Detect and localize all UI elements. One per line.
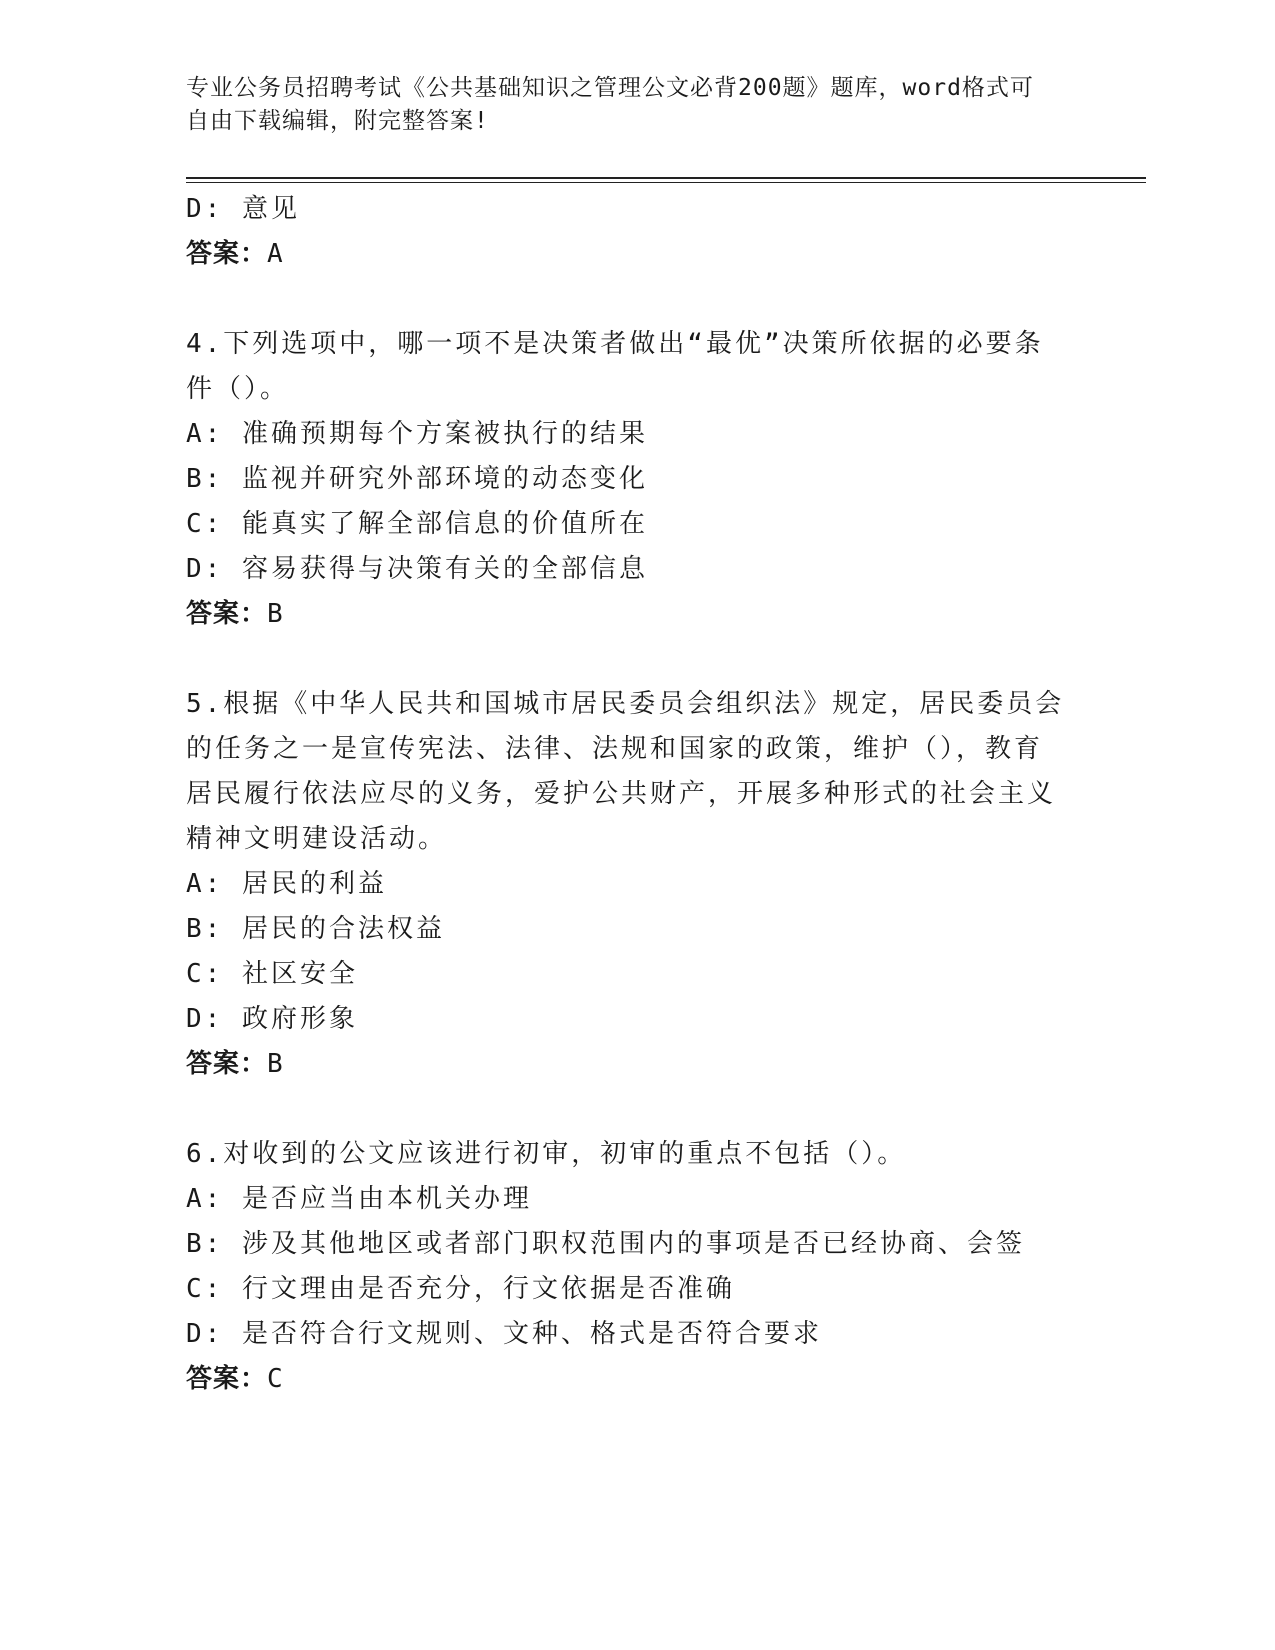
question-spacer bbox=[186, 277, 1066, 322]
question-6-stem bbox=[186, 1132, 1066, 1177]
header-line-1: 专业公务员招聘考试《公共基础知识之管理公文必背200题》题库，word格式可 bbox=[186, 75, 1034, 101]
question-5-stem bbox=[186, 682, 1066, 862]
option-c: C: 社区安全 bbox=[186, 959, 358, 989]
option-a: A: 居民的利益 bbox=[186, 869, 387, 899]
option-b: B: 监视并研究外部环境的动态变化 bbox=[186, 464, 648, 494]
answer-row bbox=[186, 1357, 1066, 1402]
answer-label: 答案： bbox=[186, 1049, 268, 1079]
stem-line: 5.根据《中华人民共和国城市居民委员会组织法》规定，居民委员会 bbox=[186, 689, 1065, 719]
option-d: D: 意见 bbox=[186, 194, 300, 224]
stem-line: 精神文明建设活动。 bbox=[186, 824, 448, 854]
question-4-stem bbox=[186, 322, 1066, 412]
header-divider-thin bbox=[186, 182, 1146, 183]
stem-line: 件（）。 bbox=[186, 374, 290, 404]
answer-row bbox=[186, 592, 1066, 637]
answer-label: 答案： bbox=[186, 239, 268, 269]
stem-line: 居民履行依法应尽的义务，爱护公共财产，开展多种形式的社会主义 bbox=[186, 779, 1057, 809]
question-spacer bbox=[186, 1087, 1066, 1132]
question-list bbox=[186, 187, 1066, 1402]
answer-label: 答案： bbox=[186, 599, 268, 629]
answer-value: A bbox=[267, 239, 284, 269]
question-spacer bbox=[186, 637, 1066, 682]
stem-line: 6.对收到的公文应该进行初审，初审的重点不包括（）。 bbox=[186, 1139, 907, 1169]
option-b: B: 居民的合法权益 bbox=[186, 914, 445, 944]
option-c: C: 行文理由是否充分，行文依据是否准确 bbox=[186, 1274, 735, 1304]
document-header bbox=[186, 72, 1066, 138]
option-c: C: 能真实了解全部信息的价值所在 bbox=[186, 509, 648, 539]
option-a: A: 是否应当由本机关办理 bbox=[186, 1184, 532, 1214]
answer-value: C bbox=[267, 1364, 284, 1394]
option-d: D: 政府形象 bbox=[186, 1004, 358, 1034]
answer-row bbox=[186, 1042, 1066, 1087]
answer-value: B bbox=[267, 599, 284, 629]
header-divider-thick bbox=[186, 177, 1146, 179]
option-d: D: 容易获得与决策有关的全部信息 bbox=[186, 554, 648, 584]
stem-line: 4.下列选项中，哪一项不是决策者做出“最优”决策所依据的必要条 bbox=[186, 329, 1044, 359]
header-line-2: 自由下载编辑，附完整答案! bbox=[186, 108, 489, 134]
answer-label: 答案： bbox=[186, 1364, 268, 1394]
option-a: A: 准确预期每个方案被执行的结果 bbox=[186, 419, 648, 449]
answer-value: B bbox=[267, 1049, 284, 1079]
option-d: D: 是否符合行文规则、文种、格式是否符合要求 bbox=[186, 1319, 822, 1349]
stem-line: 的任务之一是宣传宪法、法律、法规和国家的政策，维护（），教育 bbox=[186, 734, 1044, 764]
option-b: B: 涉及其他地区或者部门职权范围内的事项是否已经协商、会签 bbox=[186, 1229, 1025, 1259]
answer-row bbox=[186, 232, 1066, 277]
